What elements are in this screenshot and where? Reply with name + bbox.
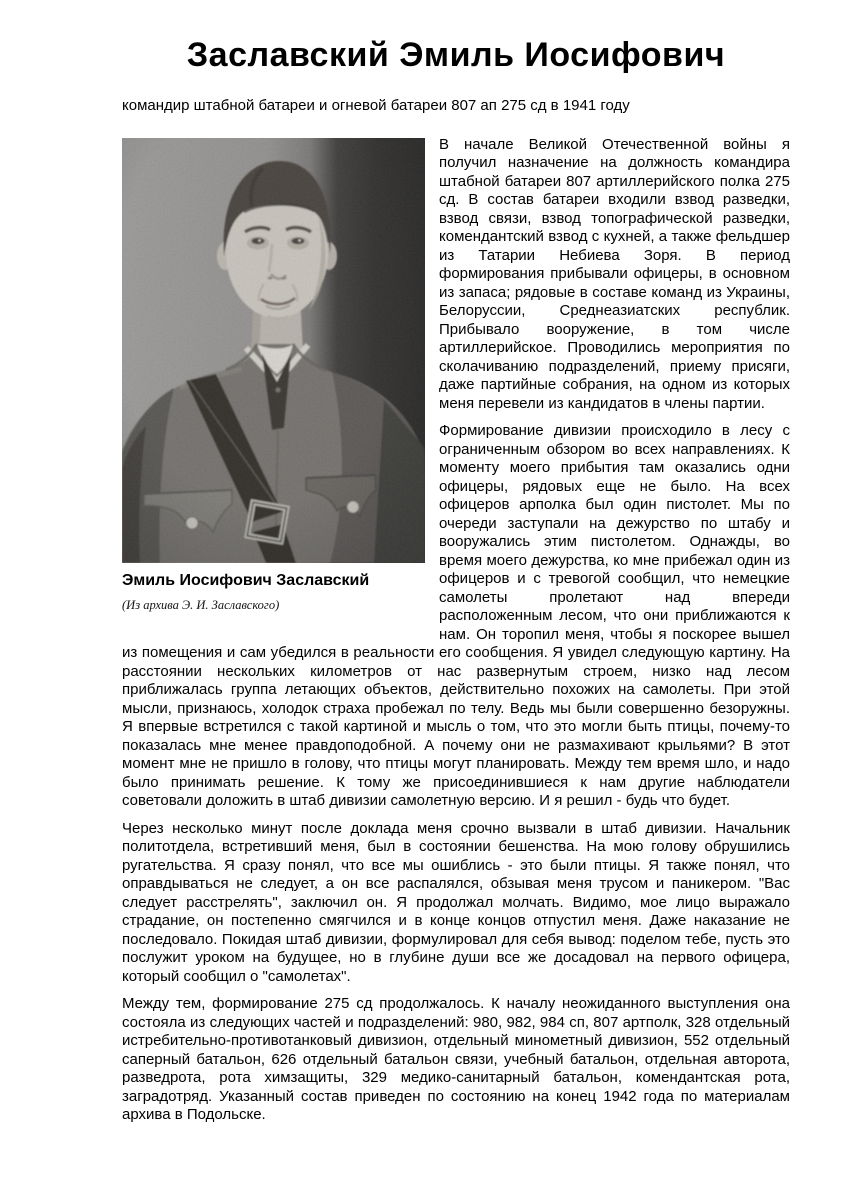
- portrait-photo-graphic: [122, 138, 425, 563]
- photo-caption: Эмиль Иосифович Заславский: [122, 571, 370, 589]
- paragraph-division-composition: Между тем, формирование 275 сд продолжалось. К началу неожиданного выступления она состояла из следующих частей и подразделений: 980, 982, 984 сп, 807 артполк, 328 отдельный истребительно-противотанковый дивизион, отдельный минометный дивизион, 552 отдельный саперный батальон, 626 отдельный батальон связи, учебный батальон, отдельная авторота, разведрота, рота химзащиты, 329 медико-санитарный батальон, комендантская рота, заградотряд. Указанный состав приведен по состоянию на конец 1942 года по материалам архива в Подольске.: [122, 995, 790, 1124]
- paragraph-hq-summons: Через несколько минут после доклада меня срочно вызвали в штаб дивизии. Начальник политотдела, встретивший меня, был в состоянии бешенства. На мою голову обрушились ругательства. Я сразу понял, что все мы ошиблись - это были птицы. Я также понял, что оправдываться не следует, а он все распалялся, обзывая меня трусом и паникером. "Вас следует расстрелять", заключил он. Я продолжал молчать. Видимо, мое лицо выражало страдание, он постепенно смягчился и в конце концов отпустил меня. Даже наказание не последовало. Покидая штаб дивизии, формулировал для себя вывод: поделом тебе, пусть это послужит уроком на будущее, но в глубине души все же досадовал на первого офицера, который сообщил о "самолетах".: [122, 819, 790, 985]
- portrait-photo: [122, 138, 425, 563]
- page-subtitle: командир штабной батареи и огневой батареи 807 ап 275 сд в 1941 году: [122, 97, 630, 115]
- paragraph-formation-battery: В начале Великой Отечественной войны я получил назначение на должность командира штабной батареи 807 артиллерийского полка 275 сд. В состав батареи входили взвод разведки, взвод связи, взвод топографической разведки, комендантский взвод с кухней, а также фельдшер из Татарии Небиева Зоря. В период формирования прибывали офицеры, в основном из запаса; рядовые в составе команд из Украины, Белоруссии, Среднеазиатских республик. Прибывало вооружение, в том числе артиллерийское. Проводились мероприятия по сколачиванию подразделений, приему присяги, даже партийные собрания, на одном из которых меня перевели из кандидатов в члены партии.: [439, 135, 790, 412]
- photo-block: [122, 138, 425, 613]
- article-body: [122, 136, 790, 1125]
- photo-credit: (Из архива Э. И. Заславского): [122, 597, 280, 612]
- page-title: Заславский Эмиль Иосифович: [186, 36, 726, 74]
- paragraph-division-forest: Формирование дивизии происходило в лесу с ограниченным обзором во всех направлениях. К моменту моего прибытия там оказались одни офицеры, рядовых еще не было. На всех офицеров арполка был один пистолет. Мы по очереди заступали на дежурство по штабу и вооружались этим пистолетом. Однажды, во время моего дежурства, ко мне прибежал один из офицеров и с тревогой сообщил, что немецкие самолеты пролетают над впереди расположенным лесом, что они приближаются к нам. Он торопил меня, чтобы я поскорее вышел из помещения и сам убедился в реальности его сообщения. Я увидел следующую картину. На расстоянии нескольких километров от нас развернутым строем, низко над лесом приближалась группа летающих объектов, действительно похожих на самолеты. При этой мысли, признаюсь, холодок страха пробежал по телу. Ведь мы были совершенно безоружны. Я впервые встретился с такой картиной и мысль о том, что это могли быть птицы, почему-то показалась мне менее правдоподобной. А почему они не размахивают крыльями? В этот момент мне не пришло в голову, что птицы могут планировать. Между тем время шло, и надо было принимать решение. К тому же присоединившиеся к нам другие наблюдатели советовали доложить в штаб дивизии самолетную версию. И я решил - будь что будет.: [122, 422, 790, 810]
